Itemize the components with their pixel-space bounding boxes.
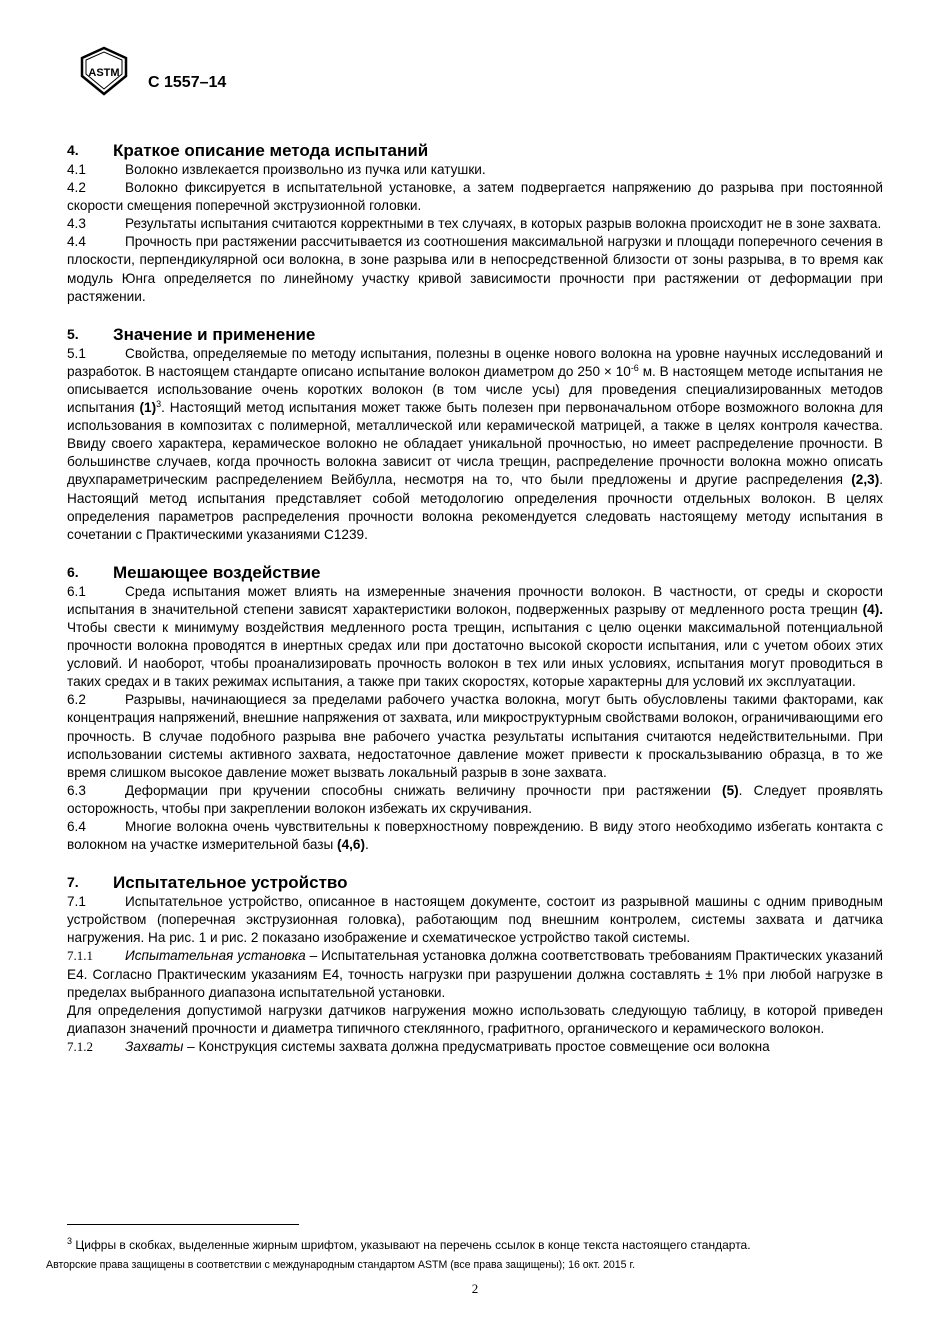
paragraph-number: 7.1.2 <box>67 1038 93 1054</box>
section-title <box>67 562 883 583</box>
paragraph-text: Свойства, определяемые по методу испытания, полезны в оценке нового волокна на уровне научных исследований и разработок. В настоящем стандарте описано испытание волокон диаметром до 250 × 10 <box>67 345 883 379</box>
paragraph-text: . Настоящий метод испытания представляет собой методологию определения прочности отдельных волокон. В целях определения параметров распределения прочности волокна рекомендуется следовать настоящему методу испытания в сочетании с Практическими указаниями C1239. <box>67 472 883 542</box>
paragraph-5-1 <box>67 345 883 544</box>
paragraph-4-4 <box>67 233 883 305</box>
paragraph-4-1 <box>67 161 883 179</box>
defined-term: Захваты <box>125 1038 184 1054</box>
paragraph-7-1-2 <box>67 1038 883 1056</box>
paragraph-number: 4.3 <box>67 216 86 232</box>
paragraph-text: Деформации при кручении способны снижать величину прочности при растяжении <box>125 782 723 798</box>
paragraph-number: 7.1 <box>67 894 86 910</box>
paragraph-text: Результаты испытания считаются корректными в тех случаях, в которых разрыв волокна происходит не в зоне захвата. <box>125 216 882 232</box>
section-7 <box>67 872 883 1056</box>
paragraph-text: . <box>365 837 369 853</box>
page-number: 2 <box>471 1281 479 1296</box>
section-5 <box>67 324 883 544</box>
section-number: 4. <box>67 142 79 158</box>
paragraph-text: Волокно фиксируется в испытательной установке, а затем подвергается напряжению до разрыва при постоянной скорости смещения поперечной экструзионной головки. <box>67 180 883 214</box>
paragraph-text: Многие волокна очень чувствительны к поверхностному повреждению. В виду этого необходимо избегать контакта с волокном на участке измерительной базы <box>67 819 883 853</box>
paragraph-6-4 <box>67 818 883 854</box>
section-4 <box>67 140 883 306</box>
paragraph-6-2 <box>67 691 883 781</box>
section-heading: Значение и применение <box>113 324 316 344</box>
astm-logo-icon <box>80 46 128 96</box>
paragraph-text: – Конструкция системы захвата должна предусматривать простое совмещение оси волокна <box>183 1038 770 1054</box>
paragraph-6-1 <box>67 583 883 692</box>
section-heading: Краткое описание метода испытаний <box>113 141 429 160</box>
paragraph-text: Чтобы свести к минимуму воздействия медленного роста трещин, испытания с целю оценки максимальной потенциальной прочности волокна проводятся в инертных средах или при достаточно высокой скорости испытания, или с учетом обоих этих условий. И наоборот, чтобы проанализировать прочность волокон в тех или иных условиях, испытания могут проводиться в таких средах и в таких режимах испытания, а также при таких скоростях, которые характерны для условий их эксплуатации. <box>67 619 883 690</box>
paragraph-7-1-1-continued <box>67 1002 883 1038</box>
footnote-marker: 3 <box>67 1236 73 1246</box>
section-number: 7. <box>67 874 79 891</box>
paragraph-4-3 <box>67 215 883 233</box>
defined-term: Испытательная установка <box>125 948 306 964</box>
paragraph-text: м. В настоящем методе испытания не описывается использование очень коротких волокон (в том числе усы) для проведения специализированных методов испытания <box>67 363 883 416</box>
reference-link: (4,6) <box>337 837 365 853</box>
section-title <box>67 140 883 161</box>
paragraph-text: – Испытательная установка должна соответствовать требованиям Практических указаний E4. Согласно Практическим указаниям E4, точность нагрузки при разрушении должна составлять ± 1% при любой нагрузке в пределах выбранного диапазона испытательной установки. <box>67 948 883 1000</box>
paragraph-number: 6.2 <box>67 692 86 708</box>
section-6 <box>67 562 883 854</box>
paragraph-number: 7.1.1 <box>67 948 93 964</box>
paragraph-6-3 <box>67 782 883 818</box>
section-number: 6. <box>67 563 79 580</box>
copyright-notice: Авторские права защищены в соответствии с международным стандартом ASTM (все права защищены); 16 окт. 2015 г. <box>46 1259 636 1271</box>
document-body <box>67 140 883 1074</box>
paragraph-text: Для определения допустимой нагрузки датчиков нагружения можно использовать следующую таблицу, в которой приведен диапазон значений прочности и диаметра типичного стеклянного, графитного, органического и керамического волокон. <box>67 1002 883 1036</box>
paragraph-number: 6.1 <box>67 583 86 599</box>
footnote-text: Цифры в скобках, выделенные жирным шрифтом, указывают на перечень ссылок в конце текста настоящего стандарта. <box>72 1238 751 1252</box>
paragraph-text: Среда испытания может влиять на измеренные значения прочности волокон. В частности, от среды и скорости испытания в значительной степени зависят характеристики волокон, подверженных разрыву от медленного роста трещин <box>67 583 883 617</box>
exponent: -6 <box>630 362 639 373</box>
paragraph-number: 4.1 <box>67 162 86 177</box>
reference-link: (4). <box>862 601 883 617</box>
footnote-divider <box>67 1224 299 1225</box>
paragraph-4-2 <box>67 179 883 215</box>
standard-designation: C 1557–14 <box>148 74 227 91</box>
paragraph-number: 6.4 <box>67 819 86 834</box>
footnote <box>67 1238 883 1253</box>
paragraph-number: 4.2 <box>67 180 86 196</box>
reference-link: (2,3) <box>851 472 880 488</box>
paragraph-text: Прочность при растяжении рассчитывается из соотношения максимальной нагрузки и площади поперечного сечения в плоскости, перпендикулярной оси волокна, в зоне разрыва или в непосредственной близости от зоны разрыва, в то время как модуль Юнга определяется по линейному участку кривой зависимости прочности при растяжении от деформации при растяжении. <box>67 234 883 304</box>
paragraph-text: . Следует проявлять осторожность, чтобы при закреплении волокон избежать их скручивания. <box>67 782 883 816</box>
section-number: 5. <box>67 325 79 342</box>
paragraph-number: 5.1 <box>67 345 86 361</box>
section-heading: Испытательное устройство <box>113 873 348 893</box>
paragraph-text: . Настоящий метод испытания может также быть полезен при первоначальном отборе возможного волокна для использования в композитах с полимерной, металлической или керамической матрицей, а также в целях контроля качества. Ввиду своего характера, керамическое волокно не обладает уникальной прочностью, но имеет распределение прочности. В большинстве случаев, когда прочность волокна зависит от числа трещин, распределение прочности волокна можно описать двухпараметрическим распределением Вейбулла, несмотря на то, что были предложены и другие распределения <box>67 400 883 488</box>
reference-link: (5) <box>722 782 739 798</box>
section-title <box>67 324 883 345</box>
paragraph-7-1-1 <box>67 947 883 1001</box>
section-heading: Мешающее воздействие <box>113 562 321 582</box>
section-title <box>67 872 883 893</box>
paragraph-text: Волокно извлекается произвольно из пучка или катушки. <box>125 162 486 177</box>
paragraph-number: 4.4 <box>67 234 86 250</box>
reference-link: (1) <box>139 400 157 416</box>
paragraph-text: Разрывы, начинающиеся за пределами рабочего участка волокна, могут быть обусловлены такими факторами, как концентрация напряжений, внешние напряжения от захвата, или микроструктурным свойствами волокон, ограничивающими его прочность. В случае подобного разрыва вне рабочего участка результаты испытания считаются недействительными. При использовании системы активного захвата, недостаточное давление может привести к проскальзыванию образца, в то же время слишком высокое давление может вызвать локальный разрыв в зоне захвата. <box>67 692 883 780</box>
astm-logo-text: ASTM <box>88 67 120 79</box>
paragraph-7-1 <box>67 893 883 947</box>
paragraph-number: 6.3 <box>67 782 86 798</box>
paragraph-text: Испытательное устройство, описанное в настоящем документе, состоит из разрывной машины с одним приводным устройством (поперечная экструзионная головка), работающим под внешним контролем, системы захвата и датчика нагружения. На рис. 1 и рис. 2 показано изображение и схематическое устройство такой системы. <box>67 894 883 946</box>
footnote-ref: 3 <box>156 399 162 410</box>
